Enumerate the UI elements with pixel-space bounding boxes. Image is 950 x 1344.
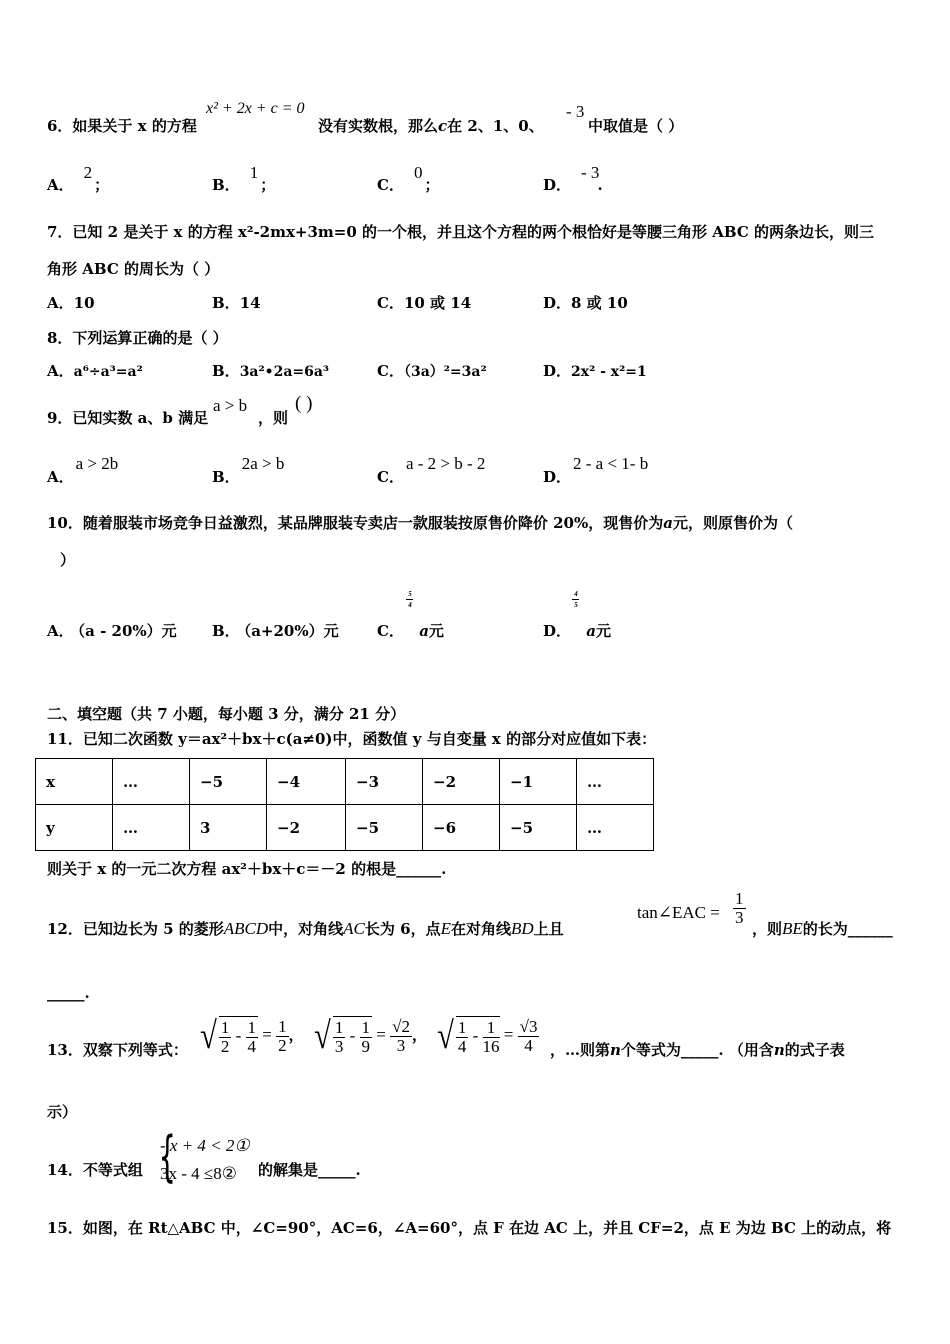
q7-option-b[interactable]: B．14 <box>212 294 261 312</box>
table-row <box>36 759 654 805</box>
q13-suffix: ，…则第n个等式为_____. （用含n的式子表 <box>550 1041 845 1059</box>
q8-option-d[interactable]: D．2x² - x²=1 <box>543 362 647 380</box>
q6-stem-middle: 没有实数根，那么c在 2、1、0、 <box>318 117 544 135</box>
table-cell: −2 <box>267 805 346 851</box>
q12-stem: 12．已知边长为 5 的菱形ABCD中，对角线AC长为 6，点E在对角线BD上且 <box>47 919 564 938</box>
q12-fraction: $\frac{1}{3}$ <box>735 889 744 927</box>
q12-tan-label: tan∠EAC = <box>637 903 720 922</box>
q11-value-table <box>35 758 654 851</box>
table-cell: … <box>113 805 190 851</box>
q13-equation-2: √ $\frac{1}{3}$ - $\frac{1}{9}$ = $\frac{√2}{3}$ ， <box>314 1015 427 1057</box>
table-cell: −5 <box>500 805 577 851</box>
q9-condition: a > b <box>213 396 248 415</box>
q11-question: 则关于 x 的一元二次方程 ax²＋bx＋c＝－2 的根是______. <box>47 860 447 878</box>
q9-option-b[interactable]: B．2a > b <box>212 454 285 486</box>
q6-stem: 6．如果关于 x 的方程 <box>47 117 197 135</box>
q7-stem-line1: 7．已知 2 是关于 x 的方程 x²-2mx+3m=0 的一个根，并且这个方程的两个根恰好是等腰三角形 ABC 的两条边长，则三 <box>47 223 875 241</box>
table-cell: 3 <box>190 805 267 851</box>
q14-suffix: 的解集是_____. <box>258 1161 361 1179</box>
q10-option-c[interactable]: C． 5 4 a元 <box>377 590 444 640</box>
q14-inequality-2: 3x - 4 ≤8② <box>160 1164 237 1183</box>
table-cell: … <box>577 759 654 805</box>
q6-option-c[interactable]: C．0； <box>377 163 440 194</box>
q7-option-a[interactable]: A．10 <box>47 294 95 312</box>
table-cell: … <box>577 805 654 851</box>
q10-option-b[interactable]: B． （a+20%）元 <box>212 622 339 640</box>
table-cell: −3 <box>346 759 423 805</box>
table-cell: … <box>113 759 190 805</box>
q8-stem: 8．下列运算正确的是（ ） <box>47 329 228 347</box>
q12-suffix: ，则BE的长为______ <box>752 919 893 938</box>
table-cell: x <box>36 759 113 805</box>
table-row <box>36 805 654 851</box>
q10-stem-line2: ） <box>60 551 76 569</box>
q8-option-a[interactable]: A．a⁶÷a³=a² <box>47 362 143 380</box>
q13-equation-3: √ $\frac{1}{4}$ - $\frac{1}{16}$ = $\frac{√3}{4}$ <box>437 1015 538 1057</box>
table-cell: −1 <box>500 759 577 805</box>
q7-option-d[interactable]: D．8 或 10 <box>543 294 628 312</box>
q9-option-d[interactable]: D．2 - a < 1- b <box>543 454 649 486</box>
q10-stem-line1: 10．随着服装市场竞争日益激烈，某品牌服装专卖店一款服装按原售价降价 20%，现售价为a元，则原售价为（ <box>47 514 793 532</box>
q9-option-c[interactable]: C．a - 2 > b - 2 <box>377 454 486 486</box>
q7-stem-line2: 角形 ABC 的周长为（ ） <box>47 260 220 278</box>
table-cell: −5 <box>346 805 423 851</box>
q10-option-a[interactable]: A． （a - 20%）元 <box>47 622 177 640</box>
q9-suffix: ，则 <box>258 409 289 427</box>
q14-brace: { <box>158 1125 176 1188</box>
table-cell: −2 <box>423 759 500 805</box>
q9-paren: ( ) <box>295 393 313 414</box>
table-cell: y <box>36 805 113 851</box>
q14-inequality-1: - x + 4 < 2① <box>160 1136 250 1155</box>
q13-line2: 示） <box>47 1103 78 1121</box>
q13-prefix: 13．双察下列等式： <box>47 1041 188 1059</box>
q7-option-c[interactable]: C．10 或 14 <box>377 294 472 312</box>
table-cell: −6 <box>423 805 500 851</box>
q8-option-c[interactable]: C．（3a）²=3a² <box>377 362 487 380</box>
q14-prefix: 14．不等式组 <box>47 1161 143 1179</box>
q9-stem: 9．已知实数 a、b 满足 <box>47 409 209 427</box>
q6-neg3: - 3 <box>566 102 585 121</box>
table-cell: −5 <box>190 759 267 805</box>
q15-stem: 15．如图，在 Rt△ABC 中，∠C=90°，AC=6，∠A=60°，点 F 在边 AC 上，并且 CF=2，点 E 为边 BC 上的动点，将 <box>47 1219 892 1237</box>
table-cell: −4 <box>267 759 346 805</box>
q10-option-d[interactable]: D． 4 5 a元 <box>543 590 611 640</box>
q13-equation-1: √ $\frac{1}{2}$ - $\frac{1}{4}$ = $\frac{1}{2}$ ， <box>200 1015 304 1057</box>
q6-suffix: 中取值是（ ） <box>588 117 684 135</box>
q6-option-b[interactable]: B．1； <box>212 163 276 194</box>
q12-answer-line: _____. <box>47 984 90 1002</box>
q6-equation: x² + 2x + c = 0 <box>206 100 305 117</box>
q6-option-d[interactable]: D．- 3. <box>543 163 603 194</box>
q11-stem: 11．已知二次函数 y＝ax²＋bx＋c(a≠0)中，函数值 y 与自变量 x 的部分对应值如下表： <box>47 730 657 748</box>
q8-option-b[interactable]: B．3a²•2a=6a³ <box>212 362 330 380</box>
q6-option-a[interactable]: A．2； <box>47 163 110 194</box>
q9-option-a[interactable]: A．a > 2b <box>47 454 119 486</box>
section-2-heading: 二、填空题（共 7 小题，每小题 3 分，满分 21 分） <box>47 705 406 723</box>
